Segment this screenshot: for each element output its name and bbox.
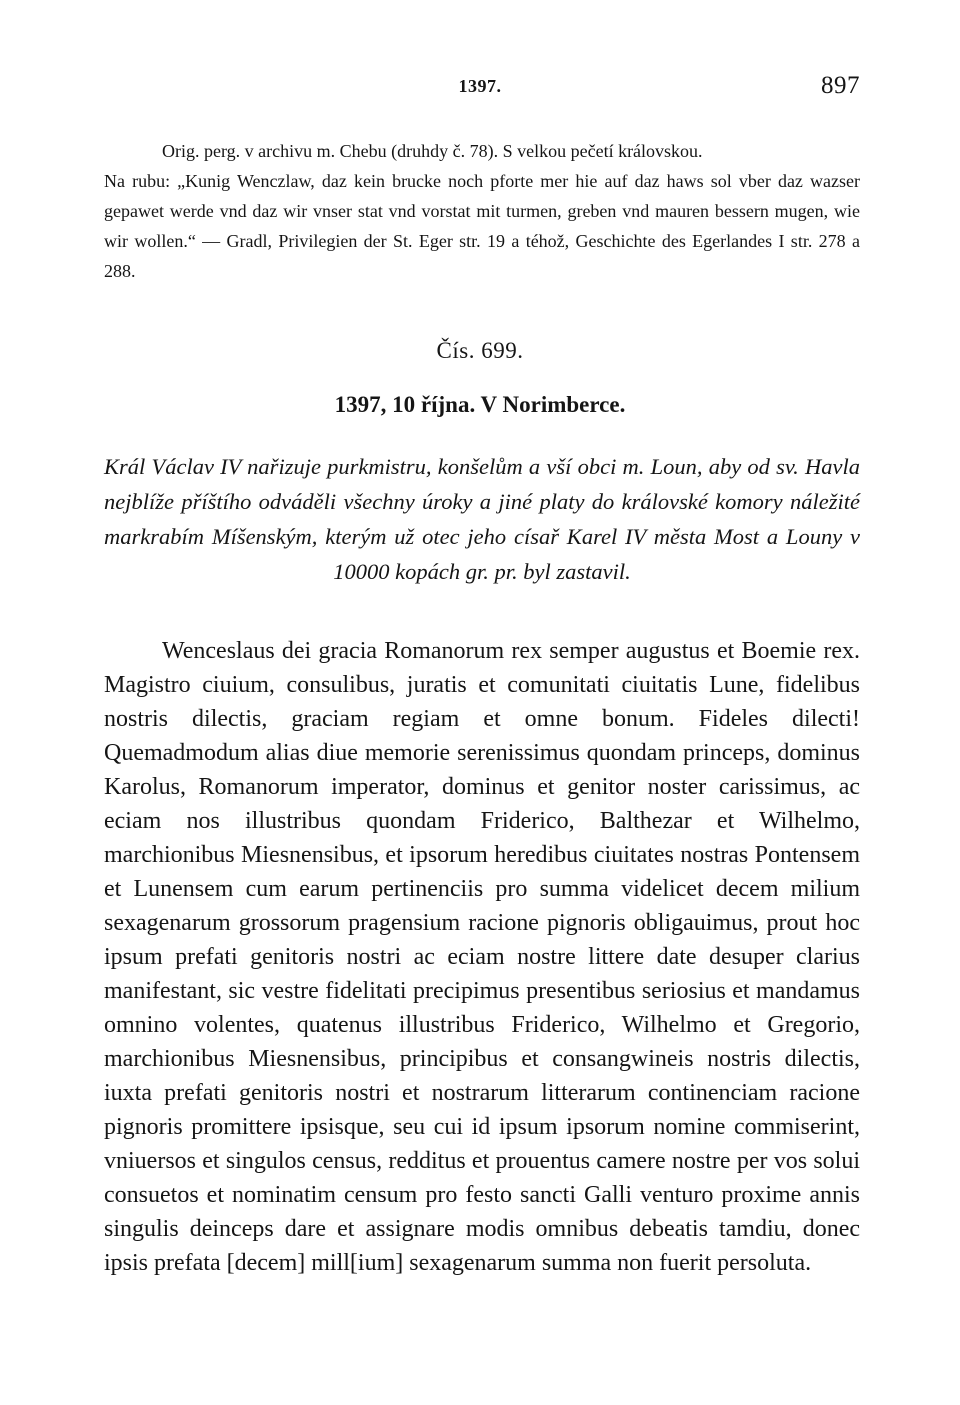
source-note (104, 136, 860, 286)
document-regest (104, 449, 860, 589)
charter-text (104, 634, 860, 1280)
document-number: Čís. 699. (436, 338, 524, 363)
regest-text: Král Václav IV nařizuje purkmistru, konšelům a vší obci m. Loun, aby od sv. Havla nejblíže příštího odváděli všechny úroky a jiné platy do královské komory náležité markrabím Míšenským, kterým už otec jeho císař Karel IV města Most a Louny v 10000 kopách gr. pr. byl zastavil. (104, 454, 860, 584)
source-note-dorsal-text: Na rubu: „Kunig Wenczlaw, daz kein brucke noch pforte mer hie auf daz haws sol vber daz wazser gepawet werde vnd daz wir vnser stat vnd vorstat mit turmen, greben vnd mauren bessern mugen, wie wir wollen.“ — Gradl, Privilegien der St. Eger str. 19 a téhož, Geschichte des Egerlandes I str. 278 a 288. (104, 171, 860, 281)
running-head-year: 1397. (458, 76, 502, 96)
source-note-archive: Orig. perg. v archivu m. Chebu (druhdy č. 78). S velkou pečetí královskou. (162, 141, 703, 161)
document-dateline: 1397, 10 října. V Norimberce. (334, 392, 626, 417)
page-header (100, 72, 860, 106)
page-number: 897 (821, 72, 860, 99)
charter-paragraph: Wenceslaus dei gracia Romanorum rex semper augustus et Boemie rex. Magistro ciuium, consulibus, juratis et comunitati ciuitatis Lune, fidelibus nostris dilectis, graciam regiam et omne bonum. Fideles dilecti! Quemadmodum alias diue memorie serenissimus quondam princeps, dominus Karolus, Romanorum imperator, dominus et genitor noster carissimus, ac eciam nos illustribus quondam Friderico, Balthezar et Wilhelmo, marchionibus Miesnensibus, et ipsorum heredibus ciuitates nostras Pontensem et Lunensem cum earum pertinenciis pro summa videlicet decem milium sexagenarum grossorum pragensium racione pignoris obligauimus, prout hoc ipsum prefati genitoris nostri ac eciam nostre littere date desuper clarius manifestant, sic vestre fidelitati precipimus presentibus seriosius et mandamus omnino volentes, quatenus illustribus Friderico, Wilhelmo et Gregorio, marchionibus Miesnensibus, principibus et consangwineis nostris dilectis, iuxta prefati genitoris nostri et nostrarum litterarum continenciam racione pignoris promittere ipsisque, seu cui id ipsum ipsorum nomine commiserint, vniuersos et singulos census, redditus et prouentus camere nostre per vos solui consuetos et nominatim censum pro festo sancti Galli venturo proxime annis singulis deinceps dare et assignare modis omnibus debeatis tamdiu, donec ipsis prefata [decem] mill[ium] sexagenarum summa non fuerit persoluta. (104, 638, 860, 1276)
